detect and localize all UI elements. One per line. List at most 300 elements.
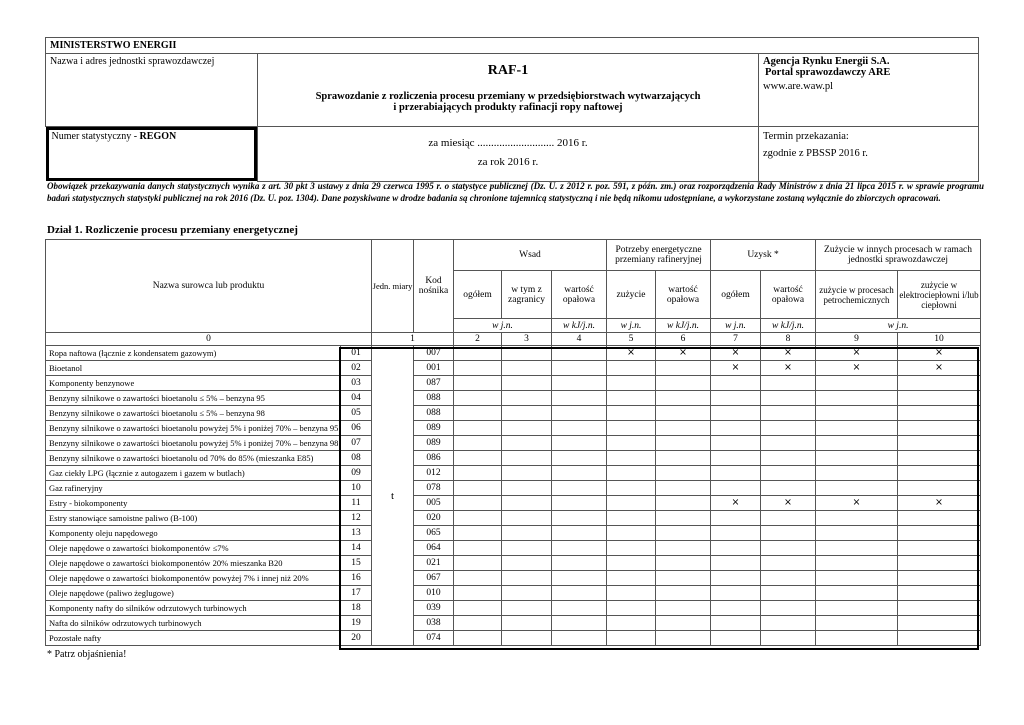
colnum-8: 8	[761, 333, 816, 346]
row-code: 078	[414, 481, 454, 496]
input-cell-col4[interactable]	[552, 556, 607, 571]
input-cell-col4[interactable]	[552, 496, 607, 511]
colnum-2: 2	[454, 333, 502, 346]
input-cell-col2[interactable]	[454, 541, 502, 556]
input-cell-col3[interactable]	[502, 361, 552, 376]
input-cell-col7[interactable]	[711, 631, 761, 646]
regon-box[interactable]: Numer statystyczny - REGON	[46, 127, 258, 181]
input-cell-col8[interactable]	[761, 601, 816, 616]
cross-cell: ×	[761, 346, 816, 361]
input-cell-col3[interactable]	[502, 451, 552, 466]
input-cell-col4[interactable]	[552, 541, 607, 556]
input-cell-col6[interactable]	[656, 556, 711, 571]
input-cell-col6[interactable]	[656, 406, 711, 421]
input-cell-col10[interactable]	[898, 466, 981, 481]
input-cell-col10[interactable]	[898, 616, 981, 631]
row-name: Benzyny silnikowe o zawartości bioetanolu powyżej 5% i poniżej 70% – benzyna 95	[46, 421, 341, 436]
row-name: Oleje napędowe o zawartości biokomponentów 20% mieszanka B20	[46, 556, 341, 571]
row-name: Gaz ciekły LPG (łącznie z autogazem i gazem w butlach)	[46, 466, 341, 481]
input-cell-col6[interactable]	[656, 631, 711, 646]
table-row	[46, 346, 981, 361]
row-code: 086	[414, 451, 454, 466]
input-cell-col2[interactable]	[454, 436, 502, 451]
input-cell-col2[interactable]	[454, 421, 502, 436]
input-cell-col8[interactable]	[761, 571, 816, 586]
input-cell-col9[interactable]	[816, 376, 898, 391]
row-number: 17	[341, 586, 372, 601]
input-cell-col7[interactable]	[711, 571, 761, 586]
table-row	[46, 601, 981, 616]
input-cell-col4[interactable]	[552, 481, 607, 496]
unit-kj-uzysk: w kJ/j.n.	[761, 319, 816, 333]
input-cell-col4[interactable]	[552, 526, 607, 541]
input-cell-col5[interactable]	[607, 631, 656, 646]
agency-url[interactable]: www.are.waw.pl	[763, 81, 834, 92]
input-cell-col8[interactable]	[761, 586, 816, 601]
deadline-value: zgodnie z PBSSP 2016 r.	[763, 148, 868, 159]
input-cell-col2[interactable]	[454, 466, 502, 481]
input-cell-col8[interactable]	[761, 631, 816, 646]
sub-petro: zużycie w procesach petrochemicznych	[816, 271, 898, 319]
cross-cell: ×	[816, 361, 898, 376]
row-name: Ropa naftowa (łącznie z kondensatem gazowym)	[46, 346, 341, 361]
regon-cell[interactable]	[46, 127, 258, 182]
input-cell-col9[interactable]	[816, 511, 898, 526]
header-uzysk: Uzysk *	[711, 240, 816, 271]
input-cell-col9[interactable]	[816, 481, 898, 496]
row-name: Komponenty oleju napędowego	[46, 526, 341, 541]
row-number: 06	[341, 421, 372, 436]
row-number: 20	[341, 631, 372, 646]
input-cell-col5[interactable]	[607, 421, 656, 436]
input-cell-col7[interactable]	[711, 421, 761, 436]
input-cell-col7[interactable]	[711, 586, 761, 601]
input-cell-col5[interactable]	[607, 571, 656, 586]
row-code: 001	[414, 361, 454, 376]
row-name: Komponenty benzynowe	[46, 376, 341, 391]
table-row	[46, 376, 981, 391]
table-row	[46, 361, 981, 376]
input-cell-col3[interactable]	[502, 586, 552, 601]
agency-portal: Portal sprawozdawczy ARE	[765, 67, 891, 78]
input-cell-col4[interactable]	[552, 466, 607, 481]
input-cell-col3[interactable]	[502, 376, 552, 391]
input-cell-col2[interactable]	[454, 496, 502, 511]
input-cell-col4[interactable]	[552, 391, 607, 406]
row-number: 14	[341, 541, 372, 556]
cross-cell: ×	[607, 346, 656, 361]
input-cell-col2[interactable]	[454, 451, 502, 466]
input-cell-col9[interactable]	[816, 631, 898, 646]
table-row	[46, 571, 981, 586]
input-cell-col3[interactable]	[502, 466, 552, 481]
input-cell-col2[interactable]	[454, 556, 502, 571]
input-cell-col9[interactable]	[816, 586, 898, 601]
unit-jn-wsad: w j.n.	[454, 319, 552, 333]
row-code: 012	[414, 466, 454, 481]
input-cell-col5[interactable]	[607, 376, 656, 391]
input-cell-col7[interactable]	[711, 391, 761, 406]
input-cell-col9[interactable]	[816, 466, 898, 481]
row-number: 02	[341, 361, 372, 376]
input-cell-col2[interactable]	[454, 376, 502, 391]
input-cell-col9[interactable]	[816, 421, 898, 436]
row-number: 12	[341, 511, 372, 526]
input-cell-col9[interactable]	[816, 556, 898, 571]
input-cell-col4[interactable]	[552, 421, 607, 436]
input-cell-col5[interactable]	[607, 586, 656, 601]
input-cell-col4[interactable]	[552, 361, 607, 376]
table-row	[46, 436, 981, 451]
conversion-table	[45, 239, 981, 646]
input-cell-col5[interactable]	[607, 616, 656, 631]
row-code: 065	[414, 526, 454, 541]
input-cell-col9[interactable]	[816, 406, 898, 421]
row-number: 08	[341, 451, 372, 466]
input-cell-col7[interactable]	[711, 436, 761, 451]
input-cell-col8[interactable]	[761, 451, 816, 466]
row-code: 038	[414, 616, 454, 631]
header-unit: Jedn. miary	[372, 240, 414, 333]
input-cell-col4[interactable]	[552, 616, 607, 631]
input-cell-col4[interactable]	[552, 451, 607, 466]
input-cell-col2[interactable]	[454, 616, 502, 631]
row-name: Komponenty nafty do silników odrzutowych turbinowych	[46, 601, 341, 616]
input-cell-col6[interactable]	[656, 601, 711, 616]
input-cell-col9[interactable]	[816, 601, 898, 616]
table-row	[46, 541, 981, 556]
input-cell-col3[interactable]	[502, 406, 552, 421]
row-number: 11	[341, 496, 372, 511]
colnum-1: 1	[372, 333, 454, 346]
legal-notice: Obowiązek przekazywania danych statystycznych wynika z art. 30 pkt 3 ustawy z dnia 29 czerwca 1995 r. o statystyce publicznej (Dz. U. z 2012 r. poz. 591, z późn. zm.) oraz rozporządzenia Rady Ministrów z dnia 21 lipca 2015 r. w sprawie programu badań statystycznych statystyki publicznej na rok 2016 (Dz. U. poz. 1304). Dane pozyskiwane w drodze badania są chronione tajemnicą statystyczną i nie będą nikomu udostępniane, a wykorzystane zostaną wyłącznie do zbiorczych opracowań.	[47, 181, 984, 203]
input-cell-col6[interactable]	[656, 571, 711, 586]
input-cell-col7[interactable]	[711, 541, 761, 556]
table-row	[46, 511, 981, 526]
header-name: Nazwa surowca lub produktu	[46, 240, 372, 333]
form-title-line1: Sprawozdanie z rozliczenia procesu przemiany w przedsiębiorstwach wytwarzających	[315, 91, 701, 102]
input-cell-col2[interactable]	[454, 571, 502, 586]
input-cell-col3[interactable]	[502, 481, 552, 496]
cross-cell: ×	[711, 496, 761, 511]
input-cell-col10[interactable]	[898, 556, 981, 571]
table-row	[46, 406, 981, 421]
row-code: 087	[414, 376, 454, 391]
input-cell-col8[interactable]	[761, 481, 816, 496]
input-cell-col3[interactable]	[502, 556, 552, 571]
input-cell-col2[interactable]	[454, 526, 502, 541]
header-wsad: Wsad	[454, 240, 607, 271]
input-cell-col2[interactable]	[454, 361, 502, 376]
input-cell-col8[interactable]	[761, 466, 816, 481]
colnum-10: 10	[898, 333, 981, 346]
input-cell-col6[interactable]	[656, 391, 711, 406]
header-code: Kod nośnika	[414, 240, 454, 333]
unit-jn-uzysk: w j.n.	[711, 319, 761, 333]
row-number: 15	[341, 556, 372, 571]
input-cell-col9[interactable]	[816, 571, 898, 586]
row-code: 088	[414, 406, 454, 421]
row-code: 007	[414, 346, 454, 361]
header-potrzeby: Potrzeby energetyczne przemiany rafineryjnej	[607, 240, 711, 271]
input-cell-col8[interactable]	[761, 376, 816, 391]
unit-name-field[interactable]: Nazwa i adres jednostki sprawozdawczej	[46, 54, 258, 127]
colnum-3: 3	[502, 333, 552, 346]
input-cell-col2[interactable]	[454, 406, 502, 421]
row-name: Oleje napędowe o zawartości biokomponentów powyżej 7% i innej niż 20%	[46, 571, 341, 586]
input-cell-col9[interactable]	[816, 541, 898, 556]
input-cell-col10[interactable]	[898, 586, 981, 601]
row-name: Oleje napędowe (paliwo żeglugowe)	[46, 586, 341, 601]
footnote: * Patrz objaśnienia!	[47, 649, 127, 660]
row-code: 074	[414, 631, 454, 646]
input-cell-col10[interactable]	[898, 481, 981, 496]
table-row	[46, 526, 981, 541]
row-number: 10	[341, 481, 372, 496]
input-cell-col4[interactable]	[552, 586, 607, 601]
colnum-0: 0	[46, 333, 372, 346]
input-cell-col4[interactable]	[552, 631, 607, 646]
input-cell-col10[interactable]	[898, 436, 981, 451]
row-code: 021	[414, 556, 454, 571]
table-row	[46, 421, 981, 436]
input-cell-col10[interactable]	[898, 526, 981, 541]
input-cell-col5[interactable]	[607, 466, 656, 481]
colnum-7: 7	[711, 333, 761, 346]
input-cell-col10[interactable]	[898, 601, 981, 616]
row-name: Benzyny silnikowe o zawartości bioetanolu ≤ 5% – benzyna 98	[46, 406, 341, 421]
sub-ogolem: ogółem	[454, 271, 502, 319]
input-cell-col5[interactable]	[607, 601, 656, 616]
row-name: Estry - biokomponenty	[46, 496, 341, 511]
input-cell-col10[interactable]	[898, 391, 981, 406]
input-cell-col3[interactable]	[502, 496, 552, 511]
section-title: Dział 1. Rozliczenie procesu przemiany energetycznej	[47, 224, 298, 236]
row-name: Gaz rafineryjny	[46, 481, 341, 496]
input-cell-col7[interactable]	[711, 466, 761, 481]
agency-name: Agencja Rynku Energii S.A.	[763, 56, 890, 67]
row-code: 089	[414, 436, 454, 451]
cross-cell: ×	[656, 346, 711, 361]
input-cell-col4[interactable]	[552, 346, 607, 361]
input-cell-col6[interactable]	[656, 481, 711, 496]
row-name: Benzyny silnikowe o zawartości bioetanolu od 70% do 85% (mieszanka E85)	[46, 451, 341, 466]
input-cell-col7[interactable]	[711, 511, 761, 526]
row-number: 03	[341, 376, 372, 391]
input-cell-col10[interactable]	[898, 541, 981, 556]
input-cell-col9[interactable]	[816, 451, 898, 466]
table-row	[46, 466, 981, 481]
sub-ogolem2: ogółem	[711, 271, 761, 319]
input-cell-col8[interactable]	[761, 541, 816, 556]
input-cell-col3[interactable]	[502, 526, 552, 541]
cross-cell: ×	[898, 361, 981, 376]
input-cell-col6[interactable]	[656, 541, 711, 556]
input-cell-col7[interactable]	[711, 601, 761, 616]
row-number: 05	[341, 406, 372, 421]
colnum-5: 5	[607, 333, 656, 346]
agency-cell	[759, 54, 979, 127]
input-cell-col6[interactable]	[656, 511, 711, 526]
input-cell-col3[interactable]	[502, 631, 552, 646]
input-cell-col5[interactable]	[607, 526, 656, 541]
table-row	[46, 556, 981, 571]
input-cell-col10[interactable]	[898, 451, 981, 466]
input-cell-col6[interactable]	[656, 376, 711, 391]
input-cell-col8[interactable]	[761, 406, 816, 421]
input-cell-col10[interactable]	[898, 571, 981, 586]
input-cell-col7[interactable]	[711, 481, 761, 496]
input-cell-col5[interactable]	[607, 541, 656, 556]
input-cell-col3[interactable]	[502, 421, 552, 436]
row-code: 067	[414, 571, 454, 586]
input-cell-col7[interactable]	[711, 451, 761, 466]
row-code: 089	[414, 421, 454, 436]
row-name: Benzyny silnikowe o zawartości bioetanolu powyżej 5% i poniżej 70% – benzyna 98	[46, 436, 341, 451]
input-cell-col4[interactable]	[552, 436, 607, 451]
input-cell-col2[interactable]	[454, 481, 502, 496]
cross-cell: ×	[816, 496, 898, 511]
cross-cell: ×	[898, 496, 981, 511]
input-cell-col6[interactable]	[656, 616, 711, 631]
cross-cell: ×	[761, 361, 816, 376]
input-cell-col9[interactable]	[816, 526, 898, 541]
input-cell-col8[interactable]	[761, 421, 816, 436]
table-row	[46, 481, 981, 496]
input-cell-col9[interactable]	[816, 391, 898, 406]
colnum-4: 4	[552, 333, 607, 346]
unit-jn-potrzeby: w j.n.	[607, 319, 656, 333]
input-cell-col10[interactable]	[898, 631, 981, 646]
input-cell-col6[interactable]	[656, 421, 711, 436]
form-header	[45, 37, 979, 182]
colnum-9: 9	[816, 333, 898, 346]
period-month[interactable]: za miesiąc ............................ 2016 r.	[428, 137, 588, 149]
sub-wartosc3: wartość opałowa	[761, 271, 816, 319]
input-cell-col5[interactable]	[607, 451, 656, 466]
input-cell-col2[interactable]	[454, 601, 502, 616]
input-cell-col7[interactable]	[711, 616, 761, 631]
input-cell-col3[interactable]	[502, 511, 552, 526]
input-cell-col8[interactable]	[761, 526, 816, 541]
colnum-6: 6	[656, 333, 711, 346]
input-cell-col5[interactable]	[607, 511, 656, 526]
input-cell-col6[interactable]	[656, 526, 711, 541]
input-cell-col7[interactable]	[711, 406, 761, 421]
input-cell-col4[interactable]	[552, 571, 607, 586]
unit-jn-zuzycie: w j.n.	[816, 319, 981, 333]
input-cell-col8[interactable]	[761, 436, 816, 451]
deadline-label: Termin przekazania:	[763, 131, 849, 142]
input-cell-col2[interactable]	[454, 346, 502, 361]
input-cell-col10[interactable]	[898, 421, 981, 436]
input-cell-col6[interactable]	[656, 451, 711, 466]
period-cell	[258, 127, 759, 182]
period-year: za rok 2016 r.	[477, 156, 539, 168]
input-cell-col8[interactable]	[761, 616, 816, 631]
input-cell-col3[interactable]	[502, 541, 552, 556]
unit-cell: t	[372, 346, 414, 646]
input-cell-col5[interactable]	[607, 391, 656, 406]
input-cell-col2[interactable]	[454, 391, 502, 406]
form-title-cell	[258, 54, 759, 127]
form-title-line2: i przerabiających produkty rafinacji ropy naftowej	[393, 102, 623, 113]
input-cell-col9[interactable]	[816, 616, 898, 631]
input-cell-col3[interactable]	[502, 616, 552, 631]
sub-elektro: zużycie w elektrociepłowni i/lub ciepłowni	[898, 271, 981, 319]
input-cell-col5[interactable]	[607, 481, 656, 496]
row-number: 19	[341, 616, 372, 631]
input-cell-col2[interactable]	[454, 586, 502, 601]
input-cell-col5[interactable]	[607, 496, 656, 511]
input-cell-col10[interactable]	[898, 511, 981, 526]
input-cell-col4[interactable]	[552, 601, 607, 616]
input-cell-col7[interactable]	[711, 556, 761, 571]
input-cell-col4[interactable]	[552, 511, 607, 526]
cross-cell: ×	[711, 346, 761, 361]
row-name: Estry stanowiące samoistne paliwo (B-100)	[46, 511, 341, 526]
input-cell-col3[interactable]	[502, 346, 552, 361]
input-cell-col3[interactable]	[502, 601, 552, 616]
input-cell-col4[interactable]	[552, 376, 607, 391]
unit-kj-potrzeby: w kJ/j.n.	[656, 319, 711, 333]
input-cell-col6[interactable]	[656, 496, 711, 511]
input-cell-col4[interactable]	[552, 406, 607, 421]
input-cell-col10[interactable]	[898, 376, 981, 391]
header-zuzycie: Zużycie w innych procesach w ramach jednostki sprawozdawczej	[816, 240, 981, 271]
input-cell-col2[interactable]	[454, 511, 502, 526]
table-row	[46, 496, 981, 511]
input-cell-col7[interactable]	[711, 376, 761, 391]
input-cell-col3[interactable]	[502, 571, 552, 586]
input-cell-col5[interactable]	[607, 406, 656, 421]
row-code: 064	[414, 541, 454, 556]
row-number: 18	[341, 601, 372, 616]
input-cell-col10[interactable]	[898, 406, 981, 421]
cross-cell: ×	[711, 361, 761, 376]
table-row	[46, 586, 981, 601]
sub-wartosc: wartość opałowa	[552, 271, 607, 319]
input-cell-col8[interactable]	[761, 391, 816, 406]
input-cell-col6[interactable]	[656, 361, 711, 376]
row-number: 09	[341, 466, 372, 481]
row-number: 01	[341, 346, 372, 361]
sub-wartosc2: wartość opałowa	[656, 271, 711, 319]
input-cell-col9[interactable]	[816, 436, 898, 451]
row-number: 16	[341, 571, 372, 586]
row-code: 005	[414, 496, 454, 511]
row-number: 04	[341, 391, 372, 406]
input-cell-col8[interactable]	[761, 511, 816, 526]
input-cell-col5[interactable]	[607, 361, 656, 376]
input-cell-col2[interactable]	[454, 631, 502, 646]
cross-cell: ×	[898, 346, 981, 361]
input-cell-col5[interactable]	[607, 556, 656, 571]
sub-zagranicy: w tym z zagranicy	[502, 271, 552, 319]
input-cell-col8[interactable]	[761, 556, 816, 571]
input-cell-col3[interactable]	[502, 391, 552, 406]
input-cell-col6[interactable]	[656, 586, 711, 601]
table-row	[46, 391, 981, 406]
input-cell-col3[interactable]	[502, 436, 552, 451]
row-code: 088	[414, 391, 454, 406]
input-cell-col6[interactable]	[656, 466, 711, 481]
input-cell-col6[interactable]	[656, 436, 711, 451]
input-cell-col5[interactable]	[607, 436, 656, 451]
row-name: Bioetanol	[46, 361, 341, 376]
input-cell-col7[interactable]	[711, 526, 761, 541]
unit-kj-wsad: w kJ/j.n.	[552, 319, 607, 333]
